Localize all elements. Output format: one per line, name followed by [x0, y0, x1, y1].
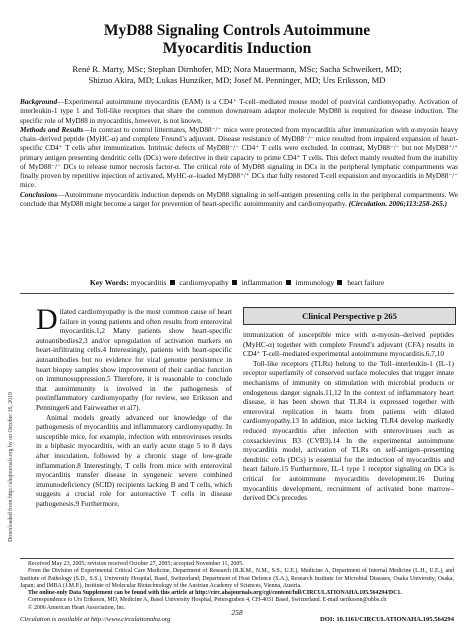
download-watermark — [6, 372, 16, 562]
abstract-background — [20, 98, 458, 126]
footnote-divider — [20, 558, 454, 559]
intro-paragraph-1-text: ilated cardiomyopathy is the most common cause of heart failure in young patients and often results from enteroviral myocarditis.1,2 Many patients show heart-specific autoantibodies2,3 and/or upregulation of activation markers on heart-infiltrating cells.4 Interestingly, patients with heart-specific autoantibodies but no evidence for viral genome persistence in heart biopsy samples show improvement of their cardiac function on immunosuppression.5 Therefore, it is reasonable to conclude that autoimmunity is involved in the pathogenesis of postinflammatory cardiomyopathy (for review, see Eriksson and Penninger6 and Fairweather et al7). — [36, 307, 232, 412]
conclusions-label: Conclusions — [20, 190, 58, 199]
square-bullet-icon — [286, 280, 291, 285]
background-label: Background — [20, 98, 58, 106]
body-left-column — [36, 303, 232, 508]
abstract-conclusions — [20, 191, 458, 210]
right-paragraph-1: immunization of susceptible mice with α-myosin–derived peptides (MyHC-α) together with complete Freund’s adjuvant (CFA) results in CD4⁺ T-cell–mediated experimental autoimmune myocarditis.6,7,10 — [243, 330, 454, 359]
keywords-label: Key Words: — [89, 278, 129, 287]
download-watermark-text: Downloaded from http://ahajournals.org by on October 16, 2019 — [8, 392, 14, 542]
background-text: —Experimental autoimmune myocarditis (EAM) is a CD4⁺ T-cell–mediated mouse model of postviral cardiomyopathy. Activation of interleukin-1 type 1 and Toll-like receptors that share the common downstream adaptor molecule MyD88 is required for disease induction. The specific role of MyD88 in myocarditis, however, is not known. — [20, 98, 458, 125]
footnote-supplement: The online-only Data Supplement can be found with this article at http://circ.ahajournals.org/cgi/content/full/CIRCULATIONAHA.105.564294/DC1. — [28, 590, 402, 597]
article-title — [0, 22, 474, 58]
clinical-perspective-heading: Clinical Perspective p 265 — [302, 311, 397, 321]
square-bullet-icon — [232, 280, 237, 285]
keyword-item: immunology — [295, 278, 335, 287]
right-paragraph-2: Toll-like receptors (TLRs) belong to the Toll–interleukin-1 (IL-1) receptor superfamily of conserved surface molecules that trigger innate mechanisms of immunity on stimulation with microbial products or endogenous danger signals.11,12 In the context of inflammatory heart disease, it has been shown that TLR4 is expressed together with enteroviral replication in hearts from patients with dilated cardiomyopathy.13 In addition, mice lacking TLR4 develop markedly reduced myocarditis after infection with enteroviruses such as coxsackievirus B3 (CVB3).14 In the experimental autoimmune myocarditis model, activation of TLRs on self-antigen–presenting dendritic cells (DCs) is essential for the induction of myocarditis and heart failure.15 Furthermore, IL-1 type 1 receptor signaling on DCs is critical for autoimmune myocarditis development.16 During myocarditis development, recruitment of activated bone marrow–derived DCs precedes — [243, 358, 454, 503]
author-list — [20, 64, 454, 86]
conclusions-text: —Autoimmune myocarditis induction depends on MyD88 signaling in self-antigen presenting cells in the peripheral compartments. We conclude that MyD88 might become a target for prevention of heart-specific autoimmunity and cardiomyopathy. — [20, 190, 458, 208]
keywords-line — [0, 278, 474, 287]
square-bullet-icon — [170, 280, 175, 285]
footnote-correspondence: Correspondence to Urs Eriksson, MD, Medicine A, Basel University Hospital, Petersgraben 4, CH-4031 Basel, Switzerland. E-mail ueriksson@uhbs.ch — [28, 597, 387, 604]
intro-paragraph-2: Animal models greatly advanced our knowledge of the pathogenesis of myocarditis and inflammatory cardiomyopathy. In susceptible mice, for example, infection with enteroviruses results in a biphasic myocarditis, with an early acute stage 5 to 8 days after inoculation, followed by a chronic stage of low-grade inflammation.8 Interestingly, T cells from mice with enteroviral myocarditis transfer disease in syngeneic severe combined immunodeficiency (SCID) recipients lacking B and T cells, which suggests a crucial role for autoreactive T cells in disease pathogenesis.9 Furthermore, — [36, 412, 232, 508]
footnotes — [20, 561, 454, 612]
authors-line-1: René R. Marty, MSc; Stephan Dirnhofer, MD; Nora Mauermann, MSc; Sacha Schweikert, MD; — [72, 64, 402, 74]
intro-paragraph-1 — [36, 303, 232, 413]
journal-availability: Circulation is available at http://www.circulationaha.org — [20, 616, 171, 623]
page-number: 258 — [231, 608, 243, 617]
clinical-perspective-box — [243, 307, 456, 325]
body-right-column — [243, 330, 454, 503]
abstract-methods — [20, 126, 458, 191]
keyword-item: myocarditis — [130, 278, 167, 287]
abstract-citation: (Circulation. 2006;113:258-265.) — [348, 199, 448, 208]
keyword-item: cardiomyopathy — [179, 278, 229, 287]
abstract — [20, 98, 458, 209]
title-line-1: MyD88 Signaling Controls Autoimmune — [103, 22, 371, 39]
methods-label: Methods and Results — [20, 125, 84, 134]
methods-text: —In contrast to control littermates, MyD88⁻/⁻ mice were protected from myocarditis after immunization with α-myosin heavy chain–derived peptide (MyHC-α) and complete Freund’s adjuvant. Disease resistance of MyD88⁻/⁻ mice resulted from impaired expansion of heart-specific CD4⁺ T cells after immunization. Intrinsic defects of MyD88⁻/⁻ CD4⁺ T cells were excluded. In contrast, MyD88⁻/⁻ but not MyD88⁺/⁺ primary antigen presenting dendritic cells (DCs) were defective in their capacity to prime CD4⁺ T cells. This defect mainly resulted from the inability of MyD88⁻/⁻ DCs to release tumor necrosis factor-α. The critical role of MyD88 signaling in DCs in the peripheral lymphatic compartments was finally proven by repetitive injection of activated, MyHC-α–loaded MyD88⁺/⁺ DCs that fully restored T-cell expansion and myocarditis in MyD88⁻/⁻ mice. — [20, 125, 458, 190]
footnote-copyright: © 2006 American Heart Association, Inc. — [28, 604, 126, 611]
drop-cap: D — [36, 303, 58, 336]
divider — [20, 293, 454, 294]
keyword-item: heart failure — [347, 278, 385, 287]
authors-line-2: Shizuo Akira, MD; Lukas Hunziker, MD; Josef M. Penninger, MD; Urs Eriksson, MD — [88, 75, 386, 85]
square-bullet-icon — [337, 280, 342, 285]
footnote-affiliations: From the Division of Experimental Critical Care Medicine, Department of Research (R.R.M., N.M., S.S., U.E.), Medicine A, Department of Internal Medicine (L.H., U.E.), and Institute of Pathology (S.D., S.S.), University Hospital, Basel, Switzerland; Department of Host Defence (S.A.), Research Institute for Microbial Diseases, Osaka University, Osaka, Japan; and IMBA (J.M.P.), Institute of Molecular Biotechnology of the Austrian Academy of Sciences, Vienna, Austria. — [20, 568, 454, 589]
title-line-2: Myocarditis Induction — [162, 40, 312, 57]
footnote-received: Received May 23, 2005; revision received October 27, 2005; accepted November 11, 2005. — [28, 561, 244, 567]
doi-text: DOI: 10.1161/CIRCULATIONAHA.105.564294 — [320, 616, 454, 623]
keyword-item: inflammation — [241, 278, 283, 287]
